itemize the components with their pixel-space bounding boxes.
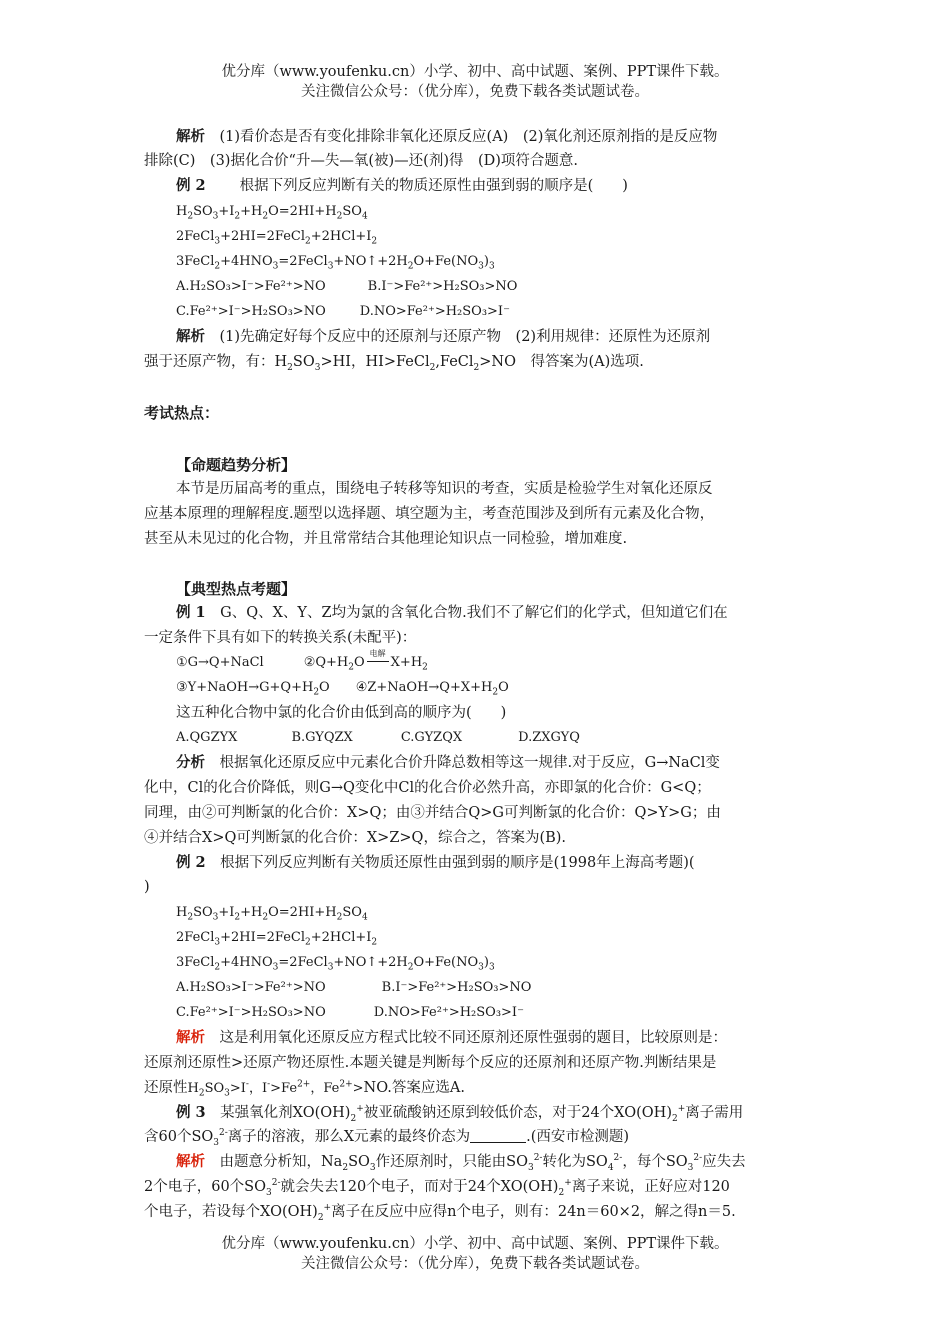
section-hot-points: 考试热点： (144, 404, 220, 422)
option-b: B.I⁻>Fe²⁺>H₂SO₃>NO (381, 980, 532, 995)
electrolysis-condition: 电解 (369, 649, 386, 658)
example-2-question (176, 175, 628, 197)
option-c: C.Fe²⁺>I⁻>H₂SO₃>NO (176, 1005, 326, 1020)
reaction-1: $H_2SO_3+I_2+H_2O=2HI+H_2SO_4$ (176, 204, 368, 222)
typical-1-question-1: 例 1 G、Q、X、Y、Z均为氯的含氧化合物.我们不了解它们的化学式，但知道它们在 (176, 604, 728, 621)
typical-2-question-2: ) (144, 879, 150, 895)
option-a: A.H₂SO₃>I⁻>Fe²⁺>NO (176, 980, 326, 995)
analysis-1-line-1 (176, 126, 717, 148)
header-line-1: 优分库（www.youfenku.cn）小学、初中、高中试题、案例、PPT课件下载。 (221, 64, 729, 80)
typical-1-analysis-2: 化中，Cl的化合价降低，则G→Q变化中Cl的化合价必然升高，亦即氯的化合价：G<Q； (144, 780, 711, 796)
footer-line-1: 优分库（www.youfenku.cn）小学、初中、高中试题、案例、PPT课件下载。 (221, 1236, 729, 1252)
typical-2-analysis-1: 解析 这是利用氧化还原反应方程式比较不同还原剂还原性强弱的题目，比较原则是： (176, 1029, 727, 1046)
analysis-label: 解析 (176, 128, 205, 145)
typical-2-options-row-1 (176, 977, 531, 999)
analysis-label: 解析 (176, 1029, 205, 1046)
section-trend: 【命题趋势分析】 (176, 456, 297, 474)
example-2-text: 根据下列反应判断有关的物质还原性由强到弱的顺序是( ) (239, 178, 628, 194)
typical-1-analysis-3: 同理，由②可判断氯的化合价：X>Q；由③并结合Q>G可判断氯的化合价：Q>Y>G；由 (144, 805, 721, 821)
typical-1-reactions-row-2: $③Y+NaOH\to G+Q+H_2O$ $④Z+NaOH\to Q+X+H_2O$ (176, 680, 509, 698)
typical-2-analysis-3: 还原性$H_2SO_3>I^-$，$I^->Fe^{2+}$，$Fe^{2+}>NO$.答案应选A. (144, 1079, 465, 1099)
typical-3-analysis-3: 个电子，若设每个$XO(OH)_2^+$离子在反应中应得n个电子，则有：24n＝60×2，解之得n＝5. (144, 1203, 736, 1223)
option-b: B.I⁻>Fe²⁺>H₂SO₃>NO (367, 279, 518, 294)
example-label: 例 2 (176, 177, 206, 194)
analysis-label: 分析 (176, 754, 205, 771)
typical-2-analysis-2: 还原剂还原性>还原产物还原性.本题关键是判断每个反应的还原剂和还原产物.判断结果是 (144, 1055, 717, 1071)
option-b: B.GYQZX (291, 730, 353, 745)
option-d: D.ZXGYQ (518, 730, 580, 745)
typical-1-question-3: 这五种化合物中氯的化合价由低到高的顺序为( ) (176, 705, 507, 721)
section-typical: 【典型热点考题】 (176, 580, 297, 598)
footer-line-2: 关注微信公众号：（优分库），免费下载各类试题试卷。 (301, 1256, 649, 1272)
typical-2-reaction-2: $2FeCl_3+2HI=2FeCl_2+2HCl+I_2$ (176, 930, 378, 948)
option-c: C.Fe²⁺>I⁻>H₂SO₃>NO (176, 304, 326, 319)
trend-line-2: 应基本原理的理解程度.题型以选择题、填空题为主，考查范围涉及到所有元素及化合物， (144, 506, 715, 522)
typical-2-options-row-2 (176, 1002, 524, 1024)
typical-3-question-1: 例 3 某强氧化剂$XO(OH)_2^+$被亚硫酸钠还原到较低价态，对于24个$XO(OH)_2^+$离子需用 (176, 1104, 744, 1124)
options-row-2 (176, 301, 510, 323)
reaction-2: $2FeCl_3+2HI=2FeCl_2+2HCl+I_2$ (176, 229, 378, 247)
header-line-2: 关注微信公众号：（优分库），免费下载各类试题试卷。 (301, 84, 649, 100)
typical-1-analysis-1: 分析 根据氧化还原反应中元素化合价升降总数相等这一规律.对于反应，G→NaCl变 (176, 754, 720, 771)
typical-1-reactions-row-1: ①G→Q+NaCl $②Q+H_2O$ 电解 $X+H_2$ (176, 652, 428, 674)
example-label: 例 3 (176, 1104, 206, 1121)
trend-line-1: 本节是历届高考的重点，围绕电子转移等知识的考查，实质是检验学生对氧化还原反 (176, 481, 713, 497)
options-row-1 (176, 276, 517, 298)
example-label: 例 1 (176, 604, 206, 621)
option-d: D.NO>Fe²⁺>H₂SO₃>I⁻ (373, 1005, 524, 1020)
typical-2-question-1: 例 2 根据下列反应判断有关物质还原性由强到弱的顺序是(1998年上海高考题)( (176, 854, 695, 871)
typical-1-options (176, 727, 580, 749)
typical-3-analysis-1: 解析 由题意分析知，$Na_2SO_3$作还原剂时，只能由$SO_3^{2-}$转化为$SO_4^{2-}$，每个$SO_3^{2-}$应失去 (176, 1153, 746, 1173)
typical-1-question-2: 一定条件下具有如下的转换关系(未配平)： (144, 630, 417, 646)
option-c: C.GYZQX (400, 730, 463, 745)
option-a: A.H₂SO₃>I⁻>Fe²⁺>NO (176, 279, 326, 294)
typical-2-reaction-1: $H_2SO_3+I_2+H_2O=2HI+H_2SO_4$ (176, 905, 368, 923)
analysis-label: 解析 (176, 1153, 205, 1170)
analysis-2-line-1 (176, 326, 710, 348)
typical-1-analysis-4: ④并结合X>Q可判断氯的化合价：X>Z>Q，综合之，答案为(B). (144, 830, 567, 846)
typical-3-analysis-2: 2个电子，60个$SO_3^{2-}$就会失去120个电子，而对于24个$XO(OH)_2^+$离子来说，正好应对120 (144, 1178, 730, 1198)
example-label: 例 2 (176, 854, 206, 871)
typical-3-question-2: 含60个$SO_3^{2-}$离子的溶液，那么X元素的最终价态为 .(西安市检测题) (144, 1128, 630, 1148)
typical-2-reaction-3: $3FeCl_2+4HNO_3=2FeCl_3+NO↑+2H_2O+Fe(NO_3)_3$ (176, 955, 495, 973)
analysis-2-text-a: (1)先确定好每个反应中的还原剂与还原产物 (2)利用规律：还原性为还原剂 (219, 329, 711, 345)
trend-line-3: 甚至从未见过的化合物，并且常常结合其他理论知识点一同检验，增加难度. (144, 531, 628, 547)
analysis-label: 解析 (176, 328, 205, 345)
option-d: D.NO>Fe²⁺>H₂SO₃>I⁻ (359, 304, 510, 319)
analysis-1-text-a: (1)看价态是否有变化排除非氧化还原反应(A) (2)氧化剂还原剂指的是反应物 (219, 129, 718, 145)
reaction-3: $3FeCl_2+4HNO_3=2FeCl_3+NO↑+2H_2O+Fe(NO_3)_3$ (176, 254, 495, 272)
analysis-2-line-2: 强于还原产物，有：$H_2SO_3>HI$，HI>FeCl$_2$,FeCl$_2$>NO 得答案为(A)选项. (144, 354, 644, 373)
answer-blank[interactable] (470, 1128, 526, 1143)
option-a: A.QGZYX (176, 730, 238, 745)
analysis-1-line-2: 排除(C) (3)据化合价“升—失—氧(被)—还(剂)得 (D)项符合题意. (144, 153, 579, 169)
